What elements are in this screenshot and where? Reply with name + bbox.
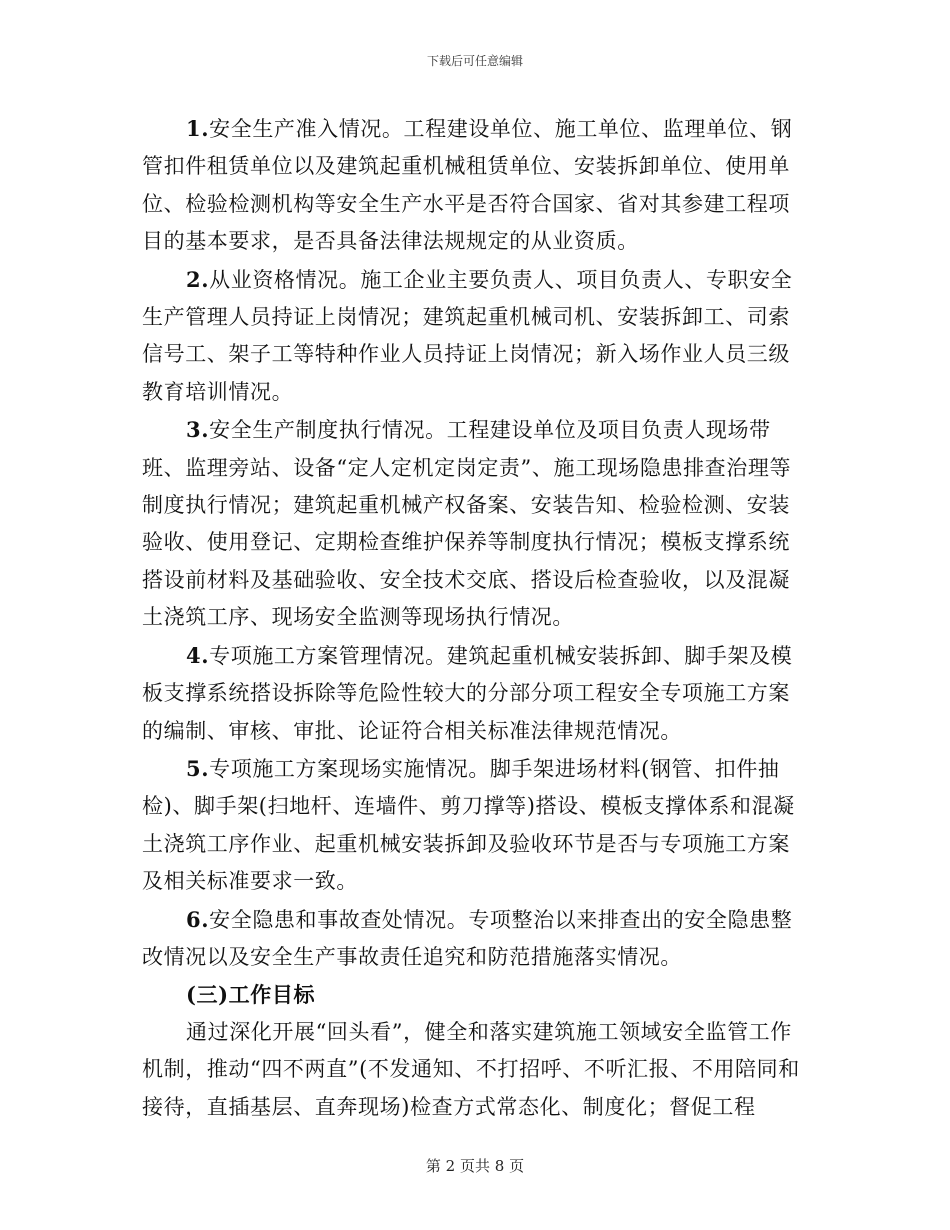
list-item-1	[142, 110, 810, 261]
item-number: 1.	[186, 116, 210, 141]
list-item-5	[142, 750, 810, 901]
item-number: 5.	[186, 755, 210, 781]
page-header: 下载后可任意编辑	[426, 54, 523, 68]
list-item-4	[142, 637, 810, 750]
document-body	[142, 110, 810, 1126]
item-text: 专项施工方案管理情况。建筑起重机械安装拆卸、脚手架及模板支撑系统搭设拆除等危险性较大的分部分项工程安全专项施工方案的编制、审核、审批、论证符合相关标准法律规范情况。	[142, 643, 793, 743]
item-text: 安全生产制度执行情况。工程建设单位及项目负责人现场带班、监理旁站、设备“定人定机定岗定责”、施工现场隐患排查治理等制度执行情况；建筑起重机械产权备案、安装告知、检验检测、安装验收、使用登记、定期检查维护保养等制度执行情况；模板支撑系统搭设前材料及基础验收、安全技术交底、搭设后检查验收，以及混凝土浇筑工序、现场安全监测等现场执行情况。	[142, 418, 792, 630]
item-number: 6.	[186, 906, 210, 932]
list-item-6	[142, 901, 810, 977]
item-number: 3.	[186, 417, 210, 443]
item-text: 安全生产准入情况。工程建设单位、施工单位、监理单位、钢管扣件租赁单位以及建筑起重机械租赁单位、安装拆卸单位、使用单位、检验检测机构等安全生产水平是否符合国家、省对其参建工程项目的基本要求，是否具备法律法规规定的从业资质。	[142, 117, 793, 254]
item-text: 从业资格情况。施工企业主要负责人、项目负责人、专职安全生产管理人员持证上岗情况；建筑起重机械司机、安装拆卸工、司索信号工、架子工等特种作业人员持证上岗情况；新入场作业人员三级教育培训情况。	[142, 267, 793, 404]
item-number: 4.	[186, 642, 210, 668]
item-number: 2.	[186, 266, 210, 292]
item-text: 专项施工方案现场实施情况。脚手架进场材料(钢管、扣件抽检)、脚手架(扫地杆、连墙件、剪刀撑等)搭设、模板支撑体系和混凝土浇筑工序作业、起重机械安装拆卸及验收环节是否与专项施工方案及相关标准要求一致。	[142, 756, 795, 894]
page-footer: 第 2 页共 8 页	[425, 1157, 525, 1175]
list-item-2	[142, 261, 810, 412]
closing-paragraph: 通过深化开展“回头看”，健全和落实建筑施工领域安全监管工作机制，推动“四不两直”(不发通知、不打招呼、不听汇报、不用陪同和接待，直插基层、直奔现场)检查方式常态化、制度化；督促工程	[142, 1019, 800, 1119]
list-item-3	[142, 411, 810, 636]
section-heading: (三)工作目标	[186, 982, 316, 1008]
item-text: 安全隐患和事故查处情况。专项整治以来排查出的安全隐患整改情况以及安全生产事故责任追究和防范措施落实情况。	[142, 907, 793, 969]
